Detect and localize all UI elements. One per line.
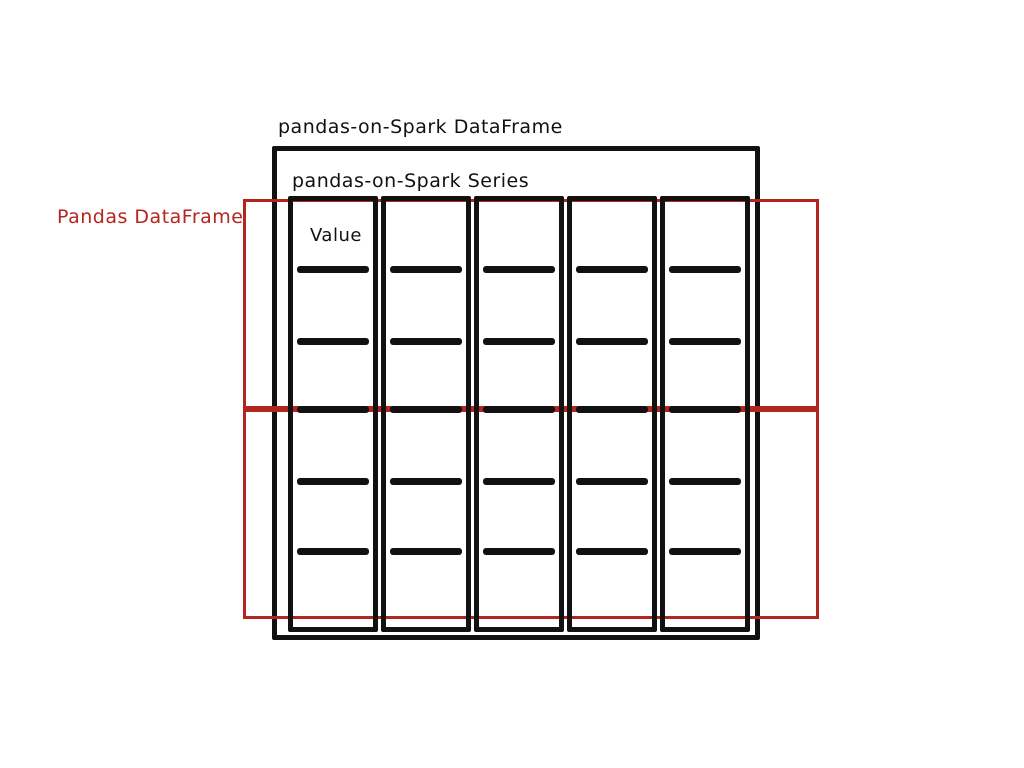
cell-value-label: Value	[310, 225, 362, 246]
row-separator	[483, 266, 555, 273]
row-separator	[297, 338, 369, 345]
row-separator	[669, 266, 741, 273]
row-separator	[390, 548, 462, 555]
row-separator	[576, 478, 648, 485]
row-separator	[390, 266, 462, 273]
pandas-on-spark-series-column-2	[381, 196, 471, 632]
row-separator	[669, 406, 741, 413]
row-separator	[390, 338, 462, 345]
row-separator	[297, 406, 369, 413]
pandas-on-spark-series-label: pandas-on-Spark Series	[292, 170, 530, 192]
row-separator	[669, 338, 741, 345]
row-separator	[483, 548, 555, 555]
row-separator	[669, 548, 741, 555]
row-separator	[576, 266, 648, 273]
pandas-on-spark-dataframe-label: pandas-on-Spark DataFrame	[278, 116, 563, 138]
row-separator	[390, 478, 462, 485]
row-separator	[669, 478, 741, 485]
row-separator	[483, 478, 555, 485]
row-separator	[297, 266, 369, 273]
row-separator	[576, 548, 648, 555]
row-separator	[297, 548, 369, 555]
row-separator	[297, 478, 369, 485]
row-separator	[576, 406, 648, 413]
pandas-on-spark-series-column-1	[288, 196, 378, 632]
row-separator	[483, 406, 555, 413]
row-separator	[390, 406, 462, 413]
pandas-on-spark-series-column-3	[474, 196, 564, 632]
row-separator	[483, 338, 555, 345]
row-separator	[576, 338, 648, 345]
pandas-on-spark-series-column-5	[660, 196, 750, 632]
pandas-on-spark-series-column-4	[567, 196, 657, 632]
pandas-dataframe-label: Pandas DataFrame	[57, 206, 244, 228]
